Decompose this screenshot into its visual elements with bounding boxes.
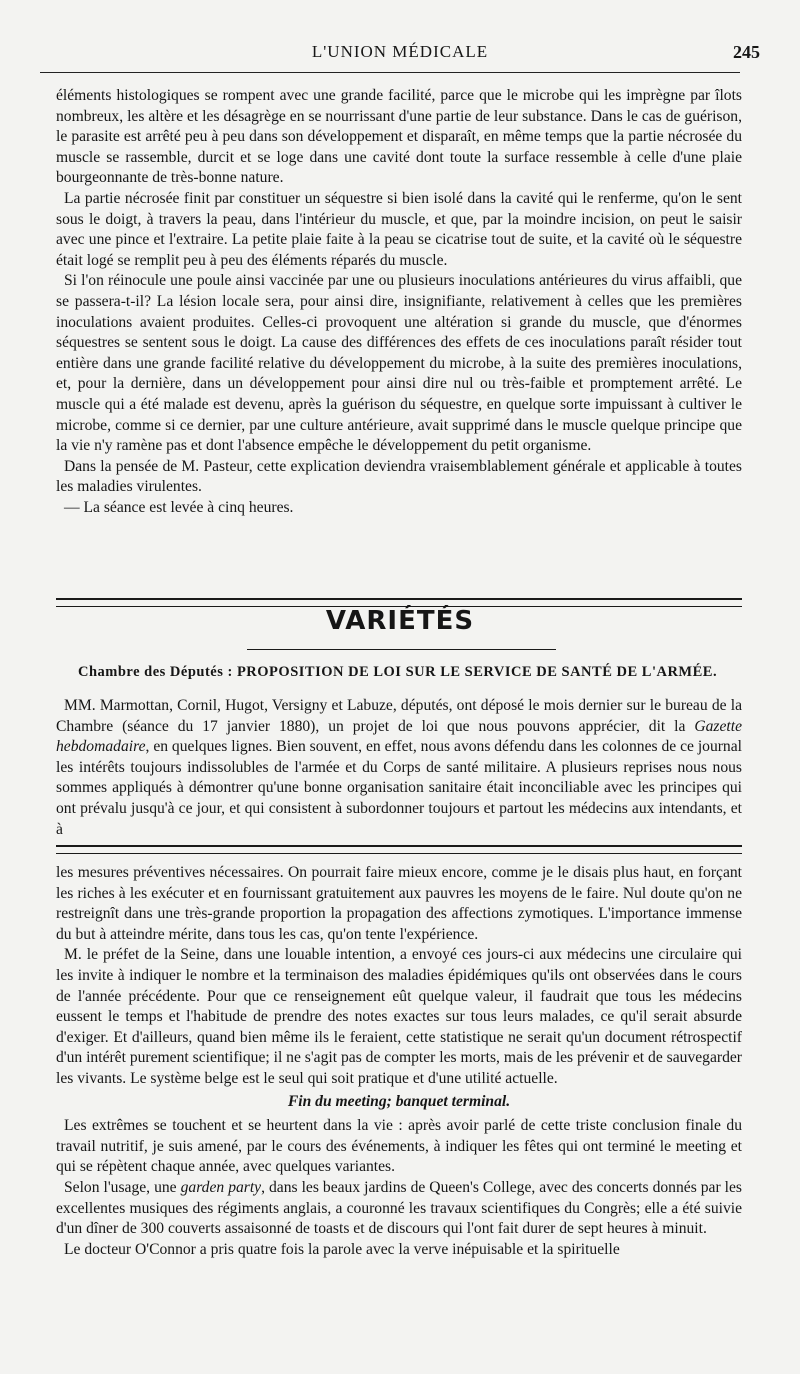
article-subheading: Chambre des Députés : PROPOSITION DE LOI SUR LE SERVICE DE SANTÉ DE L'ARMÉE.	[78, 664, 718, 680]
journal-title: Gazette hebdomadaire	[56, 717, 742, 756]
paragraph-text: , en quelques lignes. Bien souvent, en effet, nous avons défendu dans les colonnes de ce journal les intérêts toujours indissolubles de l'armée et du Corps de santé militaire. A plusieurs reprises nous nous sommes appliqués à démontrer qu'une bonne organisation sanitaire était inconciliable avec les principes qui ont prévalu jusqu'à ce jour, et qui consistent à subordonner toujours et partout les médecins aux intendants, et à	[56, 738, 742, 838]
meeting-report	[56, 863, 742, 1260]
paragraph-text: Selon l'usage, une	[64, 1178, 181, 1196]
paragraph: Si l'on réinocule une poule ainsi vaccinée par une ou plusieurs inoculations antérieures du virus affaibli, que se passera-t-il? La lésion locale sera, pour ainsi dire, insignifiante, relativement à celles que les premières inoculations avaient produites. Celles-ci provoquent une altération si grande du muscle, que d'énormes séquestres se sentent sous le doigt. La cause des différences des effets de ces inoculations paraît résider tout entière dans une grande facilité relative du développement du microbe, à la suite des premières inoculations, et, pour la dernière, dans un développement pour ainsi dire nul ou très-faible et promptement arrêté. Le muscle qui a été malade est devenu, après la guérison du séquestre, en quelque sorte impuissant à cultiver le microbe, comme si ce dernier, par une culture antérieure, avait supprimé dans le muscle quelque principe que la vie n'y ramène pas et dont l'absence empêche le développement du petit organisme.	[56, 272, 742, 455]
paragraph: Le docteur O'Connor a pris quatre fois la parole avec la verve inépuisable et la spirituelle	[64, 1240, 620, 1258]
subsection-heading: Fin du meeting; banquet terminal.	[287, 1092, 511, 1110]
section-heading: VARIÉTÉS	[325, 606, 475, 636]
paragraph: éléments histologiques se rompent avec une grande facilité, parce que le microbe qui les imprègne par îlots nombreux, les altère et les désagrège en se nourrissant d'une partie de leur substance. Dans le cas de guérison, le parasite est arrêté peu à peu dans son développement et disparaît, en même temps que la partie nécrosée du muscle se rassemble, durcit et se loge dans une cavité dont toute la surface ressemble à celle d'une plaie bourgeonnante de très-bonne nature.	[56, 87, 742, 187]
garden-party-term: garden party	[180, 1178, 262, 1196]
paragraph: La partie nécrosée finit par constituer un séquestre si bien isolé dans la cavité qui le renferme, qu'on le sent sous le doigt, à travers la peau, dans l'intérieur du muscle, et que, par la moindre incision, on peut le saisir avec une pince et l'extraire. La petite plaie faite à la peau se cicatrise tout de suite, et la cavité où le séquestre était logé se remplit peu à peu des éléments réparés du muscle.	[56, 189, 742, 269]
heading-underline	[247, 649, 556, 650]
column-divider	[56, 845, 742, 854]
page-number: 245	[733, 42, 760, 62]
header-rule	[40, 72, 740, 73]
paragraph: Dans la pensée de M. Pasteur, cette explication deviendra vraisemblablement générale et applicable à toutes les maladies virulentes.	[56, 457, 742, 496]
paragraph: — La séance est levée à cinq heures.	[64, 498, 294, 516]
paragraph: les mesures préventives nécessaires. On pourrait faire mieux encore, comme je le disais plus haut, en forçant les riches à les exécuter et en fournissant gratuitement aux pauvres les moyens de le faire. Nul doute qu'on ne restreignît dans une très-grande proportion la propagation des affections zymotiques. L'importance immense du but à atteindre mérite, dans tous les cas, qu'on tente l'expérience.	[56, 864, 742, 943]
paragraph	[56, 696, 742, 840]
paragraph: M. le préfet de la Seine, dans une louable intention, a envoyé ces jours-ci aux médecins une circulaire qui les invite à indiquer le nombre et la terminaison des maladies épidémiques qu'ils ont observées dans le cours de l'année précédente. Pour que ce renseignement eût quelque valeur, il faudrait que tous les médecins eussent le temps et l'habitude de prendre des notes exactes sur tous leurs malades, ce qu'il serait absurde d'exiger. Et d'ailleurs, quand bien même ils le feraient, cette statistique ne serait qu'un document rétrospectif d'un intérêt purement scientifique; il ne s'agit pas de compter les morts, mais de les prévenir et de sauvegarder les vivants. Le système belge est le seul qui soit pratique et d'une utilité actuelle.	[56, 946, 742, 1087]
paragraph-text: MM. Marmottan, Cornil, Hugot, Versigny et Labuze, députés, ont déposé le mois dernier sur le bureau de la Chambre (séance du 17 janvier 1880), un projet de loi que nous pouvons apprécier, dit la	[56, 697, 742, 735]
varietes-article	[56, 696, 742, 840]
article-continuation	[56, 86, 742, 518]
page-header	[40, 42, 760, 72]
running-title: L'UNION MÉDICALE	[311, 42, 489, 61]
paragraph	[56, 1178, 742, 1240]
paragraph: Les extrêmes se touchent et se heurtent dans la vie : après avoir parlé de cette triste conclusion finale du travail nutritif, je suis amené, par le cours des événements, à indiquer les fêtes qui ont terminé le meeting et qui se répètent chaque année, avec quelques variantes.	[56, 1117, 742, 1176]
paragraph-text: , dans les beaux jardins de Queen's College, avec des concerts donnés par les excellentes musiques des régiments anglais, a couronné les travaux scientifiques du Congrès; elle a été suivie d'un dîner de 300 couverts assaisonné de toasts et de discours qui l'ont fait durer de sept heures à minuit.	[56, 1178, 742, 1238]
